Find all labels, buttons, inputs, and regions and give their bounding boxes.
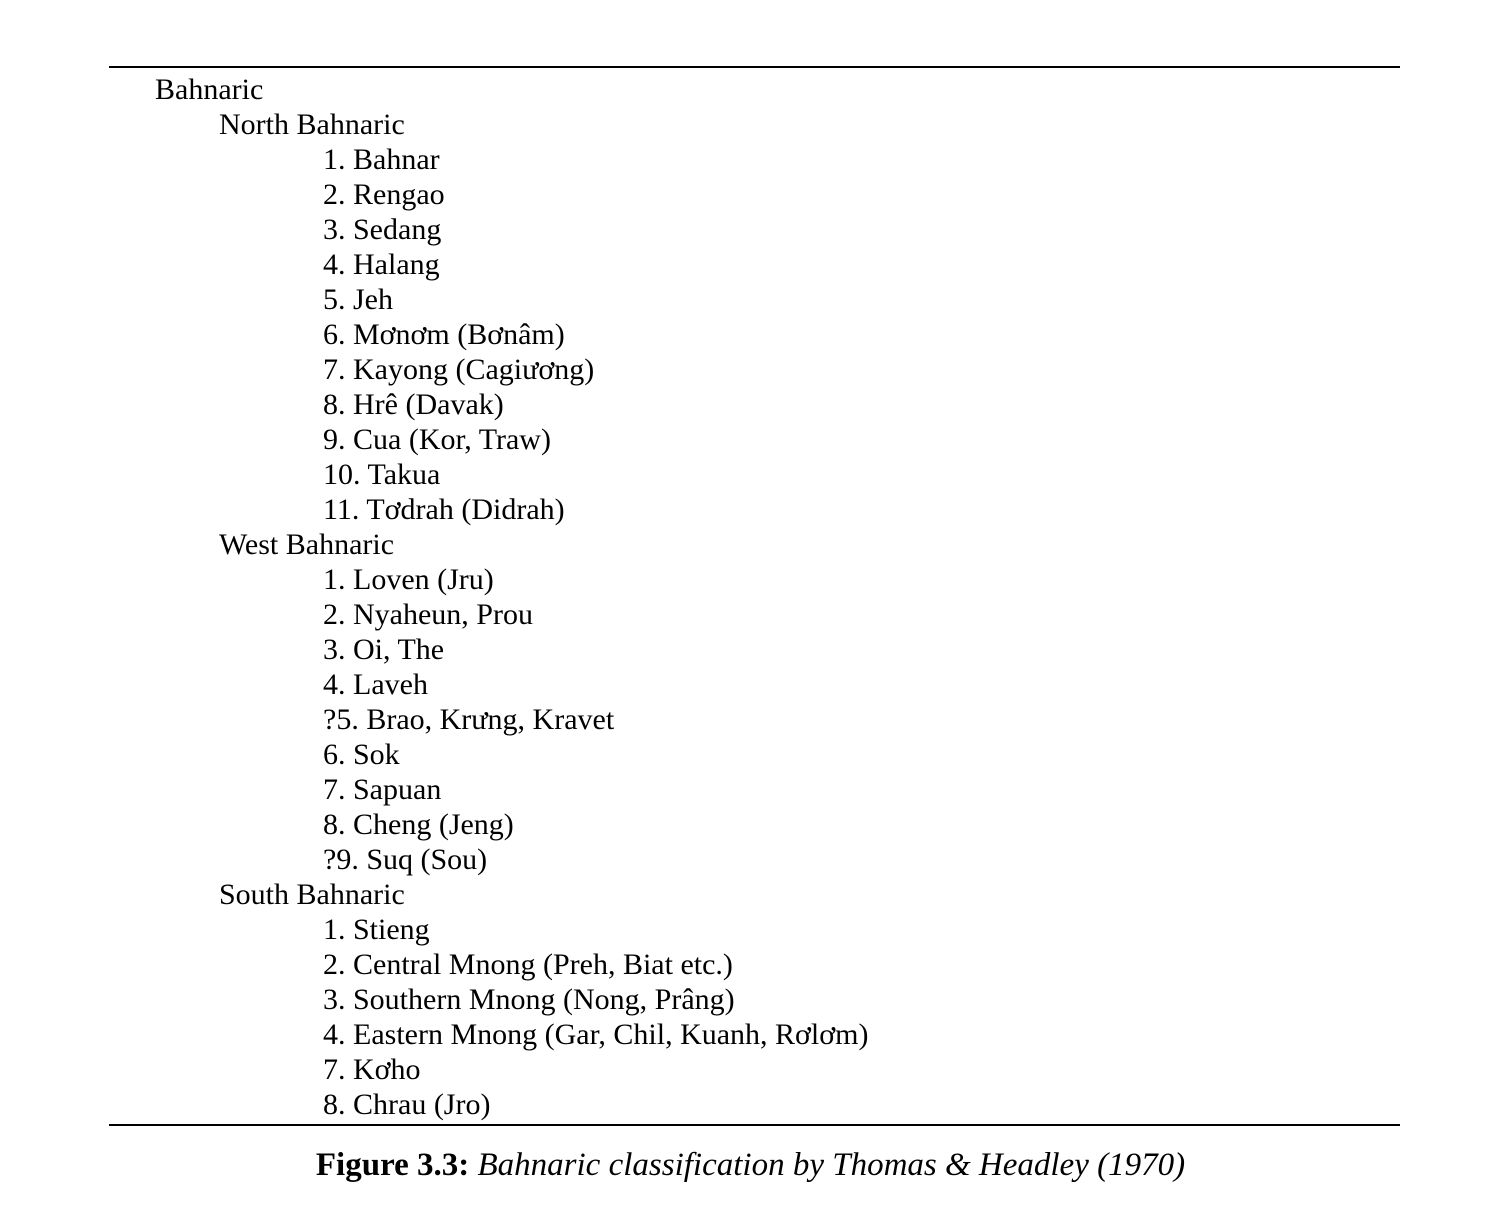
- list-item: 1. Bahnar: [323, 143, 440, 176]
- figure-caption: [0, 1145, 1501, 1185]
- list-item: 7. Kơho: [323, 1053, 421, 1086]
- list-item: 3. Southern Mnong (Nong, Prâng): [323, 983, 735, 1016]
- list-item: 4. Eastern Mnong (Gar, Chil, Kuanh, Rơlơm): [323, 1018, 869, 1051]
- list-item: ?5. Brao, Krưng, Kravet: [323, 703, 615, 736]
- list-item: 5. Jeh: [323, 283, 393, 316]
- list-item: 2. Nyaheun, Prou: [323, 598, 533, 631]
- list-item: 11. Tơdrah (Didrah): [323, 493, 565, 526]
- classification-tree: [0, 72, 1501, 1122]
- list-item: ?9. Suq (Sou): [323, 843, 488, 876]
- figure-label: Figure 3.3:: [315, 1147, 470, 1183]
- list-item: 9. Cua (Kor, Traw): [323, 423, 551, 456]
- list-item: 8. Chrau (Jro): [323, 1088, 491, 1121]
- list-item: 10. Takua: [323, 458, 441, 491]
- list-item: 1. Stieng: [323, 913, 430, 946]
- list-item: 8. Cheng (Jeng): [323, 808, 514, 841]
- top-rule: [109, 66, 1400, 68]
- list-item: 7. Sapuan: [323, 773, 442, 806]
- group-label-south: South Bahnaric: [219, 878, 405, 911]
- group-label-west: West Bahnaric: [219, 528, 395, 561]
- bottom-rule: [109, 1124, 1400, 1126]
- list-item: 4. Halang: [323, 248, 440, 281]
- list-item: 3. Oi, The: [323, 633, 445, 666]
- list-item: 7. Kayong (Cagiương): [323, 353, 595, 386]
- list-item: 8. Hrê (Davak): [323, 388, 504, 421]
- figure-caption-text: Bahnaric classification by Thomas & Headley (1970): [477, 1147, 1186, 1183]
- list-item: 2. Central Mnong (Preh, Biat etc.): [323, 948, 733, 981]
- root-label: Bahnaric: [155, 73, 264, 106]
- list-item: 2. Rengao: [323, 178, 445, 211]
- list-item: 4. Laveh: [323, 668, 428, 701]
- list-item: 3. Sedang: [323, 213, 442, 246]
- list-item: 1. Loven (Jru): [323, 563, 494, 596]
- list-item: 6. Mơnơm (Bơnâm): [323, 318, 565, 351]
- list-item: 6. Sok: [323, 738, 400, 771]
- group-label-north: North Bahnaric: [219, 108, 405, 141]
